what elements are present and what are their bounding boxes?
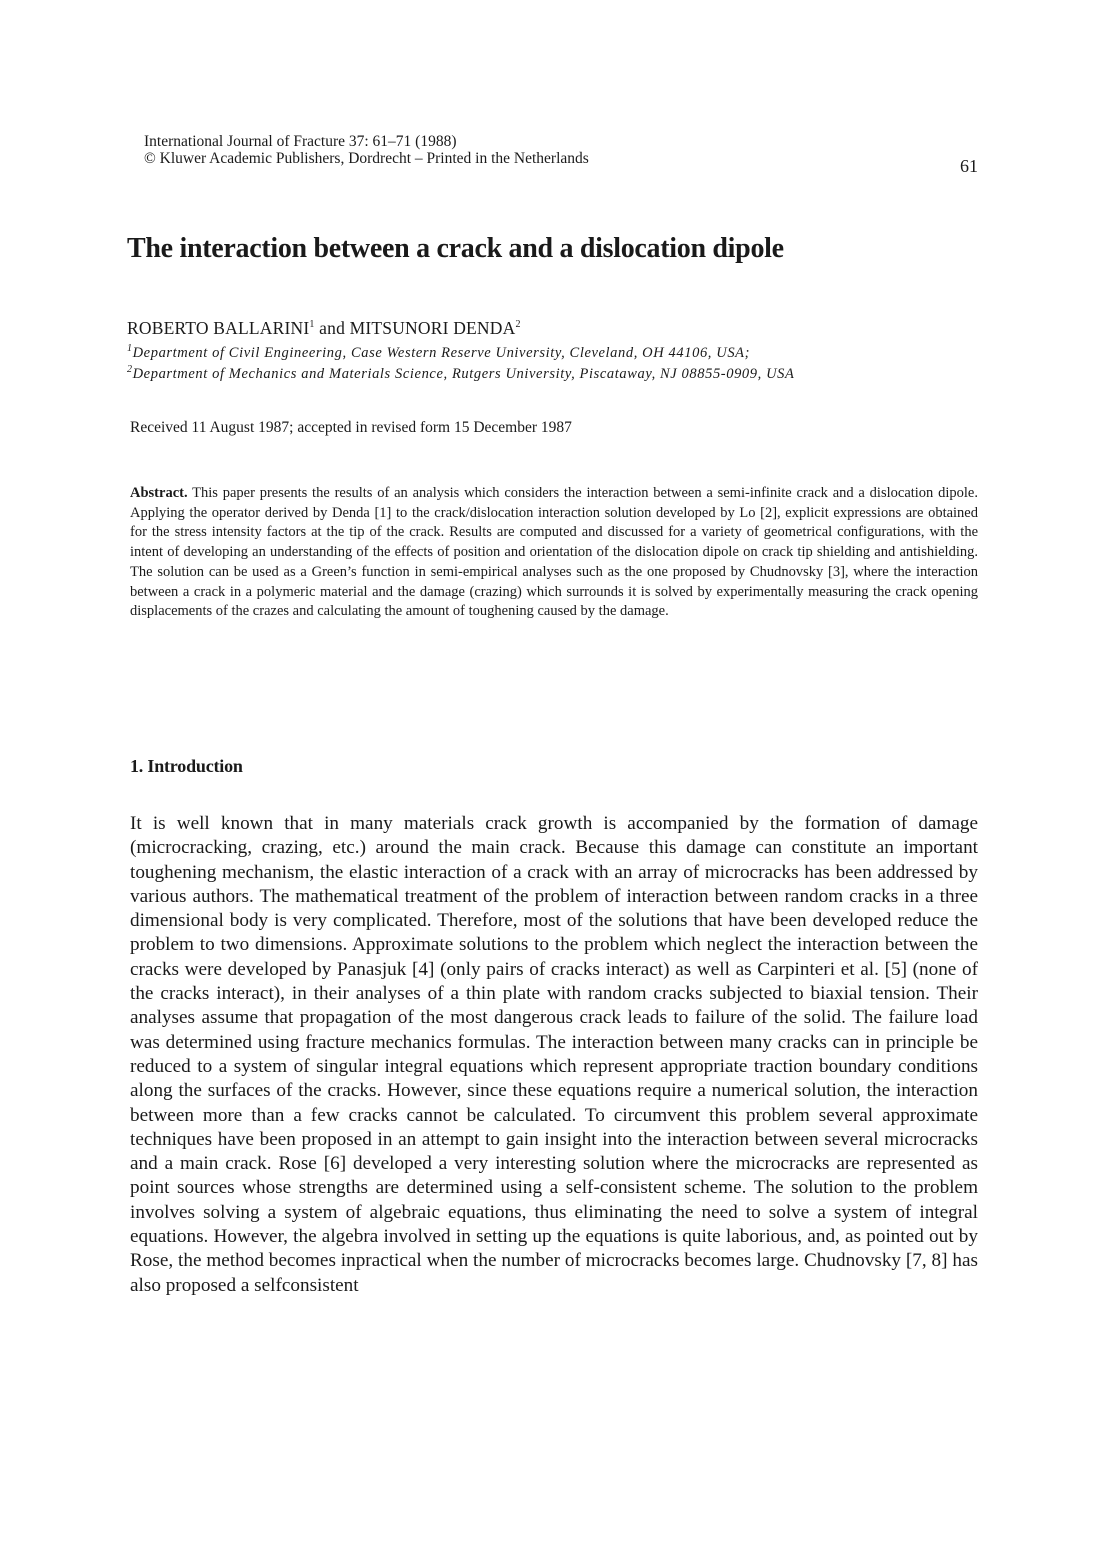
affiliations [127, 343, 987, 385]
affiliation-mark: 1 [309, 319, 315, 331]
affiliation-line [127, 364, 987, 385]
affiliation-text: Department of Mechanics and Materials Science, Rutgers University, Piscataway, NJ 08855-0909, USA [132, 366, 795, 382]
author-connector: and [319, 318, 346, 338]
abstract-text: This paper presents the results of an analysis which considers the interaction between a semi-infinite crack and a dislocation dipole. Applying the operator derived by Denda [1] to the crack/dislocation interaction solution developed by Lo [2], explicit expressions are obtained for the stress intensity factors at the tip of the crack. Results are computed and discussed for a variety of geometrical configurations, with the intent of developing an understanding of the effects of position and orientation of the dislocation dipole on crack tip shielding and antishielding. The solution can be used as a Green’s function in semi-empirical analyses such as the one proposed by Chudnovsky [3], where the interaction between a crack in a polymeric material and the damage (crazing) which surrounds it is solved by experimentally measuring the crack opening displacements of the crazes and calculating the amount of toughening caused by the damage. [130, 485, 978, 620]
section-heading: 1. Introduction [130, 756, 243, 776]
affiliation-text: Department of Civil Engineering, Case Western Reserve University, Cleveland, OH 44106, USA; [132, 345, 751, 361]
affiliation-mark: 1 [127, 343, 133, 355]
affiliation-line [127, 343, 987, 364]
journal-header [144, 133, 978, 176]
author-line [127, 318, 521, 339]
author-name: ROBERTO BALLARINI [127, 318, 310, 338]
paper-title: The interaction between a crack and a dislocation dipole [127, 233, 784, 264]
journal-citation: International Journal of Fracture 37: 61–71 (1988) [144, 133, 457, 150]
received-dates: Received 11 August 1987; accepted in revised form 15 December 1987 [130, 419, 572, 436]
author-name: MITSUNORI DENDA [349, 318, 516, 338]
affiliation-mark: 2 [127, 364, 133, 376]
affiliation-mark: 2 [515, 319, 521, 331]
publisher-line: © Kluwer Academic Publishers, Dordrecht – Printed in the Netherlands [144, 150, 589, 167]
body-paragraph: It is well known that in many materials crack growth is accompanied by the formation of damage (microcracking, crazing, etc.) around the main crack. Because this damage can constitute an important toughening mechanism, the elastic interaction of a crack with an array of microcracks has been addressed by various authors. The mathematical treatment of the problem of interaction between random cracks in a three dimensional body is very complicated. Therefore, most of the solutions that have been developed reduce the problem to two dimensions. Approximate solutions to the problem which neglect the interaction between the cracks were developed by Panasjuk [4] (only pairs of cracks interact) as well as Carpinteri et al. [5] (none of the cracks interact), in their analyses of a thin plate with random cracks subjected to biaxial tension. Their analyses assume that propagation of the most dangerous crack leads to failure of the solid. The failure load was determined using fracture mechanics formulas. The interaction between many cracks can in principle be reduced to a system of singular integral equations which represent appropriate traction boundary conditions along the surfaces of the cracks. However, since these equations require a numerical solution, the interaction between more than a few cracks cannot be calculated. To circumvent this problem several approximate techniques have been proposed in an attempt to gain insight into the interaction between several microcracks and a main crack. Rose [6] developed a very interesting solution where the microcracks are represented as point sources whose strengths are determined using a self-consistent scheme. The solution to the problem involves solving a system of algebraic equations, thus eliminating the need to solve a system of integral equations. However, the algebra involved in setting up the equations is quite laborious, and, as pointed out by Rose, the method becomes inpractical when the number of microcracks becomes large. Chudnovsky [7, 8] has also proposed a selfconsistent [130, 813, 978, 1296]
page-number: 61 [960, 156, 978, 176]
abstract [130, 484, 978, 622]
abstract-label: Abstract. [130, 485, 188, 501]
